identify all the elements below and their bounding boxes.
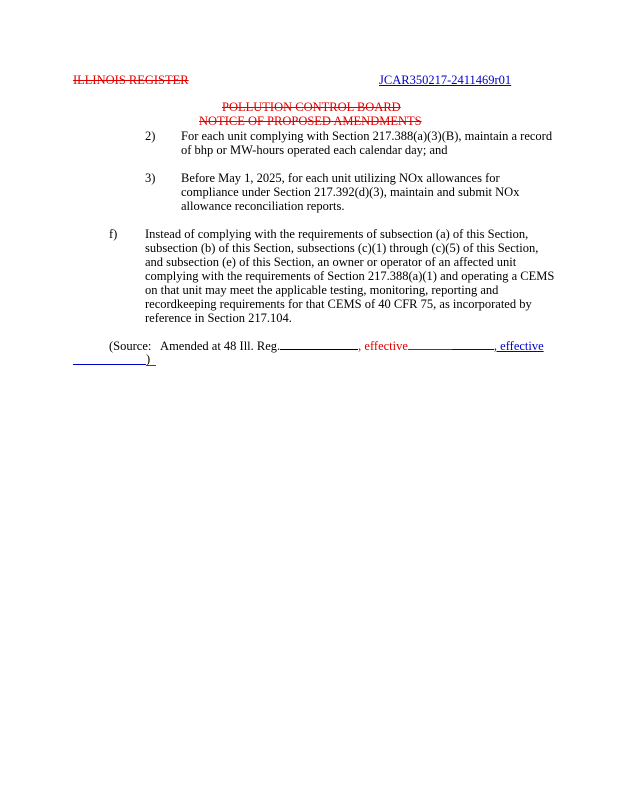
item-3-text bbox=[181, 171, 519, 213]
effective-blank-2 bbox=[73, 364, 146, 365]
source-amended: Amended at 48 Ill. Reg. bbox=[160, 339, 281, 353]
source-note bbox=[109, 338, 544, 354]
board-title: POLLUTION CONTROL BOARD bbox=[222, 100, 401, 114]
item-3-line-3: allowance reconciliation reports. bbox=[181, 199, 345, 213]
register-blank bbox=[280, 338, 358, 350]
item-2-line-2: of bhp or MW-hours operated each calendar day; and bbox=[181, 143, 448, 157]
notice-title: NOTICE OF PROPOSED AMENDMENTS bbox=[199, 114, 422, 128]
item-3-line-1: Before May 1, 2025, for each unit utilizing NOx allowances for bbox=[181, 171, 500, 185]
effective-1: , effective bbox=[358, 339, 408, 353]
item-2-line-1: For each unit complying with Section 217.388(a)(3)(B), maintain a record bbox=[181, 129, 553, 143]
source-close: ) bbox=[146, 352, 151, 366]
effective-2: , effective bbox=[493, 339, 544, 353]
item-f-label: f) bbox=[109, 227, 118, 241]
item-2-text bbox=[181, 129, 552, 157]
item-3-line-2: compliance under Section 217.392(d)(3), maintain and submit NOx bbox=[181, 185, 520, 199]
item-f-line-3: and subsection (e) of this Section, an owner or operator of an affected unit bbox=[145, 255, 517, 269]
item-f-line-7: reference in Section 217.104. bbox=[145, 311, 292, 325]
register-header: ILLINOIS REGISTER bbox=[73, 73, 189, 87]
close-underline bbox=[146, 365, 156, 366]
item-f-text bbox=[145, 227, 554, 325]
effective-blank-blue bbox=[452, 338, 494, 350]
item-2-label: 2) bbox=[145, 129, 156, 143]
item-3-label: 3) bbox=[145, 171, 156, 185]
item-f-line-5: on that unit may meet the applicable testing, monitoring, reporting and bbox=[145, 283, 499, 297]
item-f-line-4: complying with the requirements of Section 217.388(a)(1) and operating a CEMS bbox=[145, 269, 555, 283]
effective-blank-red bbox=[408, 338, 452, 350]
jcar-id: JCAR350217-2411469r01 bbox=[379, 73, 512, 87]
item-f-line-1: Instead of complying with the requirements of subsection (a) of this Section, bbox=[145, 227, 529, 241]
source-open: (Source: bbox=[109, 339, 152, 353]
item-f-line-6: recordkeeping requirements for that CEMS of 40 CFR 75, as incorporated by bbox=[145, 297, 532, 311]
item-f-line-2: subsection (b) of this Section, subsections (c)(1) through (c)(5) of this Section, bbox=[145, 241, 539, 255]
